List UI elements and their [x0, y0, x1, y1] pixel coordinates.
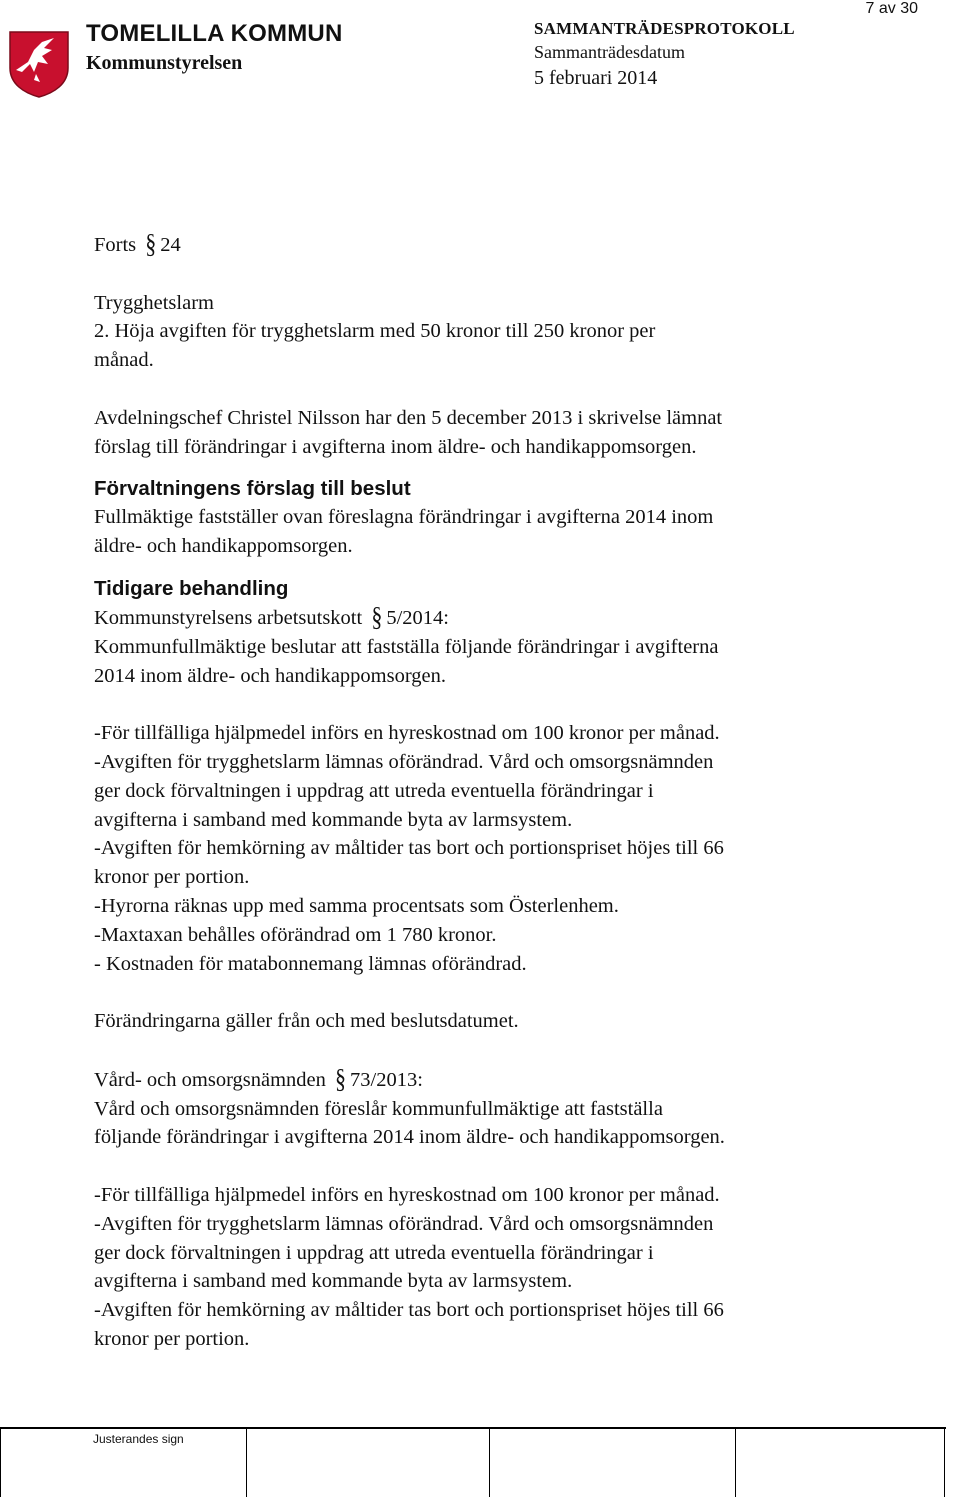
municipality-logo: [8, 30, 70, 98]
trygghet-title: Trygghetslarm: [94, 291, 214, 314]
list-item: avgifterna i samband med kommande byta av larmsystem.: [94, 1270, 573, 1293]
list-item: kronor per portion.: [94, 866, 250, 889]
section-sign: §: [145, 227, 157, 259]
footer-cell-divider: [246, 1427, 247, 1497]
von-proposal-line: Vård och omsorgsnämnden föreslår kommunfullmäktige att fastställa: [94, 1097, 663, 1120]
list-item: -Avgiften för trygghetslarm lämnas oförändrad. Vård och omsorgsnämnden: [94, 1212, 714, 1235]
von-proposal-line: följande förändringar i avgifterna 2014 inom äldre- och handikappomsorgen.: [94, 1126, 725, 1149]
footer-divider: [0, 1427, 946, 1429]
document-body: [94, 227, 884, 1354]
previous-handling-heading: Tidigare behandling: [94, 576, 289, 600]
list-item: -Avgiften för hemkörning av måltider tas bort och portionspriset höjes till 66: [94, 837, 724, 860]
trygghet-item: 2. Höja avgiften för trygghetslarm med 50 kronor till 250 kronor per: [94, 320, 656, 343]
continuation-line: [94, 227, 884, 260]
intro-line: förslag till förändringar i avgifterna inom äldre- och handikappomsorgen.: [94, 435, 697, 458]
footer-cell-divider: [735, 1427, 736, 1497]
page-number: 7 av 30: [865, 0, 918, 17]
list-item: -För tillfälliga hjälpmedel införs en hyreskostnad om 100 kronor per månad.: [94, 722, 720, 745]
au-decision-line: 2014 inom äldre- och handikappomsorgen.: [94, 664, 447, 687]
list-item: -Hyrorna räknas upp med samma procentsats som Österlenhem.: [94, 894, 619, 917]
spacer: [94, 1036, 884, 1065]
von-reference-text: Vård- och omsorgsnämnden: [94, 1068, 326, 1091]
spacer: [94, 461, 884, 475]
document-type: SAMMANTRÄDESPROTOKOLL: [534, 19, 795, 38]
proposal-heading: Förvaltningens förslag till beslut: [94, 477, 411, 501]
forts-label: Forts: [94, 234, 137, 256]
meeting-date-label: Sammanträdesdatum: [534, 42, 685, 62]
spacer: [94, 561, 884, 575]
proposal-line: äldre- och handikappomsorgen.: [94, 535, 353, 558]
von-reference-number: 73/2013:: [350, 1068, 423, 1091]
von-reference: [94, 1062, 884, 1095]
list-item: ger dock förvaltningen i uppdrag att utreda eventuella förändringar i: [94, 779, 654, 802]
list-item: -Avgiften för trygghetslarm lämnas oförändrad. Vård och omsorgsnämnden: [94, 750, 714, 773]
au-reference: [94, 600, 884, 633]
footer-cell-divider: [944, 1427, 945, 1497]
spacer: [94, 375, 884, 404]
spacer: [94, 690, 884, 719]
organization-subtitle: Kommunstyrelsen: [86, 52, 243, 74]
section-sign: §: [371, 600, 383, 632]
spacer: [94, 260, 884, 289]
spacer: [94, 978, 884, 1007]
list-item: -Avgiften för hemkörning av måltider tas bort och portionspriset höjes till 66: [94, 1299, 724, 1322]
footer-cell-divider: [0, 1427, 1, 1497]
meeting-date: 5 februari 2014: [534, 67, 658, 89]
spacer: [94, 1152, 884, 1181]
section-sign: §: [335, 1062, 347, 1094]
intro-line: Avdelningschef Christel Nilsson har den 5 december 2013 i skrivelse lämnat: [94, 406, 723, 429]
section-number: 24: [160, 234, 181, 256]
trygghet-item-cont: månad.: [94, 349, 154, 372]
list-item: avgifterna i samband med kommande byta av larmsystem.: [94, 808, 573, 831]
list-item: - Kostnaden för matabonnemang lämnas oförändrad.: [94, 952, 527, 975]
footer-cell-divider: [489, 1427, 490, 1497]
au-reference-number: 5/2014:: [386, 606, 449, 629]
list-item: ger dock förvaltningen i uppdrag att utreda eventuella förändringar i: [94, 1241, 654, 1264]
list-item: kronor per portion.: [94, 1327, 250, 1350]
kite-bird-shield-icon: [8, 30, 70, 98]
list-item: -Maxtaxan behålles oförändrad om 1 780 kronor.: [94, 923, 497, 946]
au-decision-line: Kommunfullmäktige beslutar att fastställa följande förändringar i avgifterna: [94, 635, 719, 658]
valid-from-line: Förändringarna gäller från och med beslutsdatumet.: [94, 1010, 519, 1033]
au-reference-text: Kommunstyrelsens arbetsutskott: [94, 606, 363, 629]
list-item: -För tillfälliga hjälpmedel införs en hyreskostnad om 100 kronor per månad.: [94, 1183, 720, 1206]
organization-title: TOMELILLA KOMMUN: [86, 20, 343, 47]
proposal-line: Fullmäktige fastställer ovan föreslagna förändringar i avgifterna 2014 inom: [94, 506, 714, 529]
signature-label: Justerandes sign: [93, 1432, 184, 1446]
